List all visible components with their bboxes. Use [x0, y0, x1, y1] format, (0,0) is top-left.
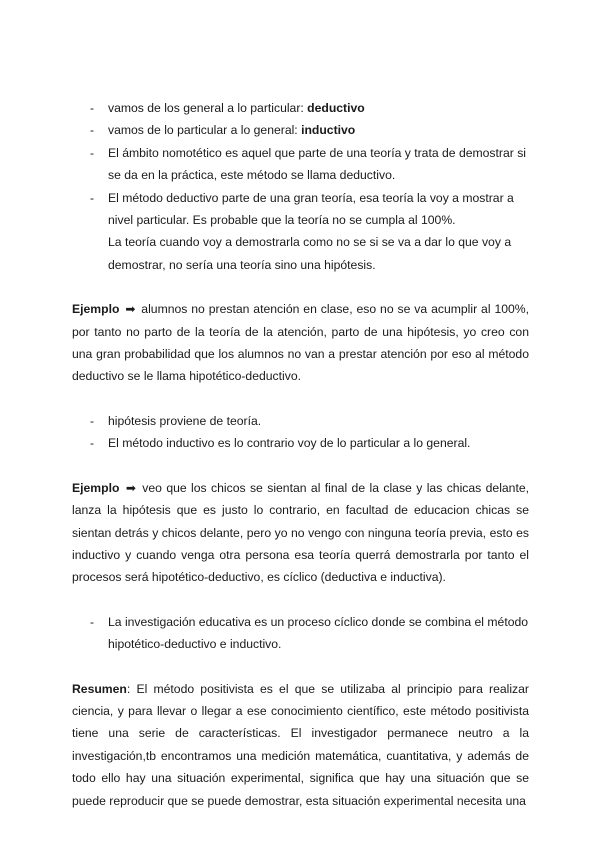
bullet-list-methods: [72, 97, 529, 276]
dash-marker: -: [90, 123, 95, 138]
list-item-text: vamos de los general a lo particular:: [108, 101, 308, 115]
list-item: [72, 187, 529, 277]
document-body: [72, 97, 529, 812]
ejemplo-paragraph-1: [72, 298, 529, 388]
list-item: [72, 142, 529, 187]
dash-marker: -: [90, 190, 95, 205]
list-item: [72, 432, 529, 454]
resumen-label: Resumen: [72, 681, 127, 696]
resumen-text: : El método positivista es el que se utilizaba al principio para realizar ciencia, y para llevar o llegar a ese conocimiento científico, este método positivista tiene una serie de características. El investigador permanece neutro a la investigación,tb encontramos una medición matemática, cuantitativa, y además de todo ello hay una situación experimental, significa que hay una situación que se puede reproducir que se puede demostrar, esta situación experimental necesita una: [72, 681, 529, 808]
list-item-continuation: La teoría cuando voy a demostrarla como no se si se va a dar lo que voy a demostrar, no sería una teoría sino una hipótesis.: [108, 235, 512, 272]
list-item-text: hipótesis proviene de teoría.: [108, 413, 262, 428]
list-item-bold: inductivo: [301, 123, 356, 138]
ejemplo-label: Ejemplo: [72, 480, 120, 495]
dash-marker: -: [90, 101, 95, 115]
ejemplo-text: alumnos no prestan atención en clase, eso no se va acumplir al 100%, por tanto no parto de la teoría de la atención, parto de una hipótesis, yo creo con una gran probabilidad que los alumnos no van a prestar atención por eso al método deductivo se le llama hipotético-deductivo.: [72, 302, 530, 384]
list-item-bold: deductivo: [307, 101, 365, 115]
dash-marker: -: [90, 614, 95, 629]
ejemplo-text: veo que los chicos se sientan al final de la clase y las chicas delante, lanza la hipótesis que es justo lo contrario, en facultad de educacion chicas se sientan detrás y chicos delante, pero yo no vengo con ninguna teoría previa, esto es inductivo y cuando venga otra persona esa teoría querrá demostrarla por tanto el procesos será hipotético-deductivo, es cíclico (deductiva e inductiva).: [72, 480, 530, 585]
ejemplo-label: Ejemplo: [72, 302, 120, 317]
list-item-text: El método deductivo parte de una gran teoría, esa teoría la voy a mostrar a nivel particular. Es probable que la teoría no se cumpla al 100%.: [108, 190, 514, 228]
dash-marker: -: [90, 413, 95, 428]
list-item-text: El ámbito nomotético es aquel que parte de una teoría y trata de demostrar si se da en la práctica, este método se llama deductivo.: [108, 145, 526, 183]
list-item-text: vamos de lo particular a lo general:: [108, 123, 302, 138]
list-item: [72, 611, 529, 656]
ejemplo-paragraph-2: [72, 477, 529, 589]
resumen-paragraph: [72, 678, 529, 812]
dash-marker: -: [90, 145, 95, 160]
list-item-text: El método inductivo es lo contrario voy de lo particular a lo general.: [108, 436, 471, 451]
list-item: [72, 119, 529, 141]
right-arrow-icon: ➡: [125, 480, 136, 495]
list-item-text: La investigación educativa es un proceso cíclico donde se combina el método hipotético-deductivo e inductivo.: [108, 614, 529, 652]
dash-marker: -: [90, 436, 95, 451]
list-item: [72, 97, 529, 119]
bullet-list-inductivo: [72, 410, 529, 455]
list-item: [72, 410, 529, 432]
bullet-list-ciclico: [72, 611, 529, 656]
right-arrow-icon: ➡: [125, 302, 136, 317]
